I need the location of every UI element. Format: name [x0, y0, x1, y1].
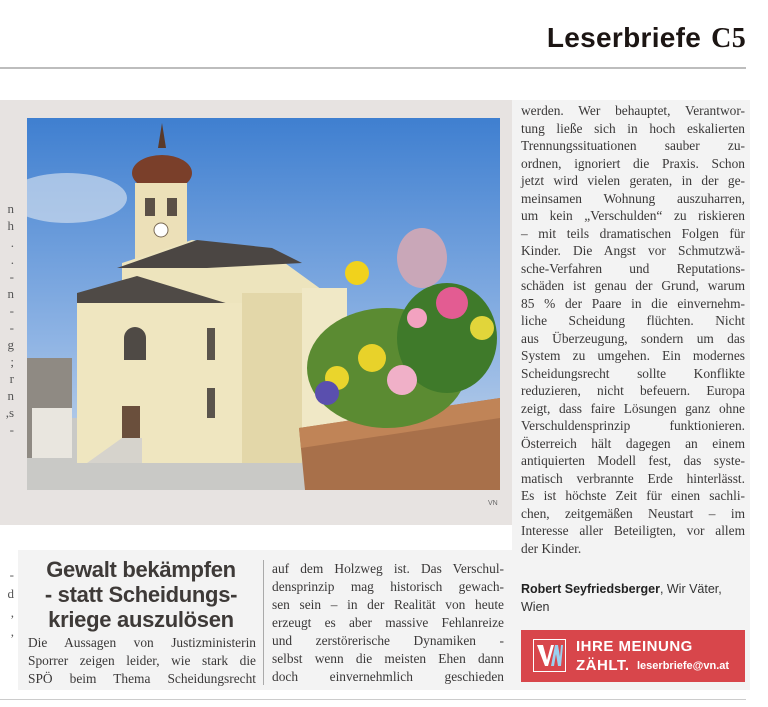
fragment-char: ,	[10, 624, 14, 639]
headline-line: Gewalt bekämpfen	[46, 557, 236, 582]
text-line: Die Aussagen von Justizministerin	[28, 635, 256, 650]
text-line: SPÖ beim Thema Scheidungsrecht	[28, 671, 256, 686]
text-line: Kinder. Die Angst vor Schmutzwä-	[521, 243, 745, 258]
vn-logo	[533, 639, 566, 672]
text-line: Österreich hält dagegen an einem	[521, 435, 745, 451]
text-line: tung ließe sich in hoch eskalierten	[521, 120, 745, 136]
text-line: selbst wenn die meisten Ehen dann	[272, 651, 504, 666]
text-line: meinsamen Wohnung auszuharren,	[521, 190, 745, 206]
fragment-char: h	[7, 218, 14, 233]
author-affiliation: , Wir Väter,	[659, 582, 722, 596]
text-line: erzeugt es aber massive Fehlanreize	[272, 615, 504, 630]
text-line: sche-Verfahren und Reputations-	[521, 260, 745, 276]
page-number: C5	[711, 23, 746, 54]
fragment-char: n	[7, 388, 14, 403]
text-line: – mit teils dramatischen Folgen für	[521, 225, 745, 241]
fragment-char: g	[7, 337, 14, 352]
text-line: chen, zeitgemäßen Neustart – im	[521, 505, 745, 521]
text-line: doch einvernehmlich geschieden	[272, 669, 504, 684]
text-line: zeigt, dass faire Lösungen ganz ohne	[521, 400, 745, 416]
church-photo	[27, 118, 500, 490]
left-column-fragments	[0, 200, 14, 438]
fragment-char: d	[7, 586, 14, 601]
letter-headline	[28, 557, 254, 632]
text-line: sen sein – in der Realität von heute	[272, 597, 504, 612]
text-line: 85 % der Paare in die einvernehm-	[521, 295, 745, 311]
fragment-char: -	[9, 567, 14, 582]
author-name: Robert Seyfriedsberger	[521, 582, 660, 596]
text-line: auf dem Holzweg ist. Das Verschul-	[272, 561, 504, 576]
fragment-char: n	[7, 286, 14, 301]
fragment-char: -	[9, 269, 14, 284]
banner-line-2: ZÄHLT.	[576, 657, 630, 674]
text-line: reduzieren, nicht befeuern. Europa	[521, 383, 745, 398]
bottom-rule	[0, 699, 746, 700]
opinion-banner[interactable]	[521, 630, 745, 682]
text-line: liche Scheidung flüchten. Nicht	[521, 313, 745, 328]
banner-line-1: IHRE MEINUNG	[576, 638, 693, 655]
column-divider	[263, 560, 264, 685]
fragment-char: n	[7, 201, 14, 216]
headline-line: kriege auszulösen	[48, 607, 234, 632]
text-line: der Kinder.	[521, 540, 582, 556]
text-line: schäden ist genau der Grund, warum	[521, 278, 745, 293]
fragment-char: -	[9, 320, 14, 335]
text-line: Scheidungsrecht sollte Konflikte	[521, 365, 745, 381]
text-line: Verschuldensprinzip funktionieren.	[521, 418, 745, 433]
text-line: System zu umgehen. Ein modernes	[521, 348, 745, 363]
letter-column-2	[272, 560, 504, 686]
author-city: Wien	[521, 600, 550, 614]
text-line: werden. Wer behauptet, Verantwor-	[521, 103, 745, 118]
fragment-char: .	[10, 252, 14, 267]
text-line: antiquierten Modell fest, das syste-	[521, 453, 745, 468]
photo-credit: VN	[488, 500, 498, 507]
text-line: um kein „Verschulden“ zu riskieren	[521, 208, 745, 223]
fragment-char: r	[9, 371, 14, 386]
text-line: und zerstörerische Dynamiken -	[272, 633, 504, 648]
top-rule	[0, 67, 746, 69]
text-line: matisch verbrannte Erde hinterlässt.	[521, 470, 745, 486]
letter-column-3	[521, 102, 745, 557]
section-title: Leserbriefe	[546, 22, 702, 53]
fragment-char: .	[10, 235, 14, 250]
text-line: Sporrer zeigen leider, wie stark die	[28, 653, 256, 668]
text-line: ordnen, ignoriert die Praxis. Schon	[521, 155, 745, 171]
text-line: Interesse aller Beteiligten, vor allem	[521, 523, 745, 538]
text-line: densprinzip mag historisch gewach-	[272, 579, 504, 594]
section-header	[547, 22, 746, 55]
fragment-char: -	[9, 303, 14, 318]
fragment-char: ;	[10, 354, 14, 369]
fragment-char: -	[9, 422, 14, 437]
text-line: Es ist höchste Zeit für einen sachli-	[521, 488, 745, 503]
author-signature	[521, 580, 745, 616]
headline-line: - statt Scheidungs-	[44, 582, 238, 607]
text-line: jetzt wird vielen geraten, in der ge-	[521, 173, 745, 188]
fragment-char: ,s	[5, 405, 14, 420]
fragment-char: ,	[10, 605, 14, 620]
text-line: aus Überzeugung, sondern um das	[521, 330, 745, 346]
letter-column-1	[28, 634, 256, 688]
bottom-left-fragments	[0, 565, 14, 641]
text-line: Trennungssituationen sauber zu-	[521, 138, 745, 153]
banner-email-link[interactable]: leserbriefe@vn.at	[637, 660, 730, 672]
